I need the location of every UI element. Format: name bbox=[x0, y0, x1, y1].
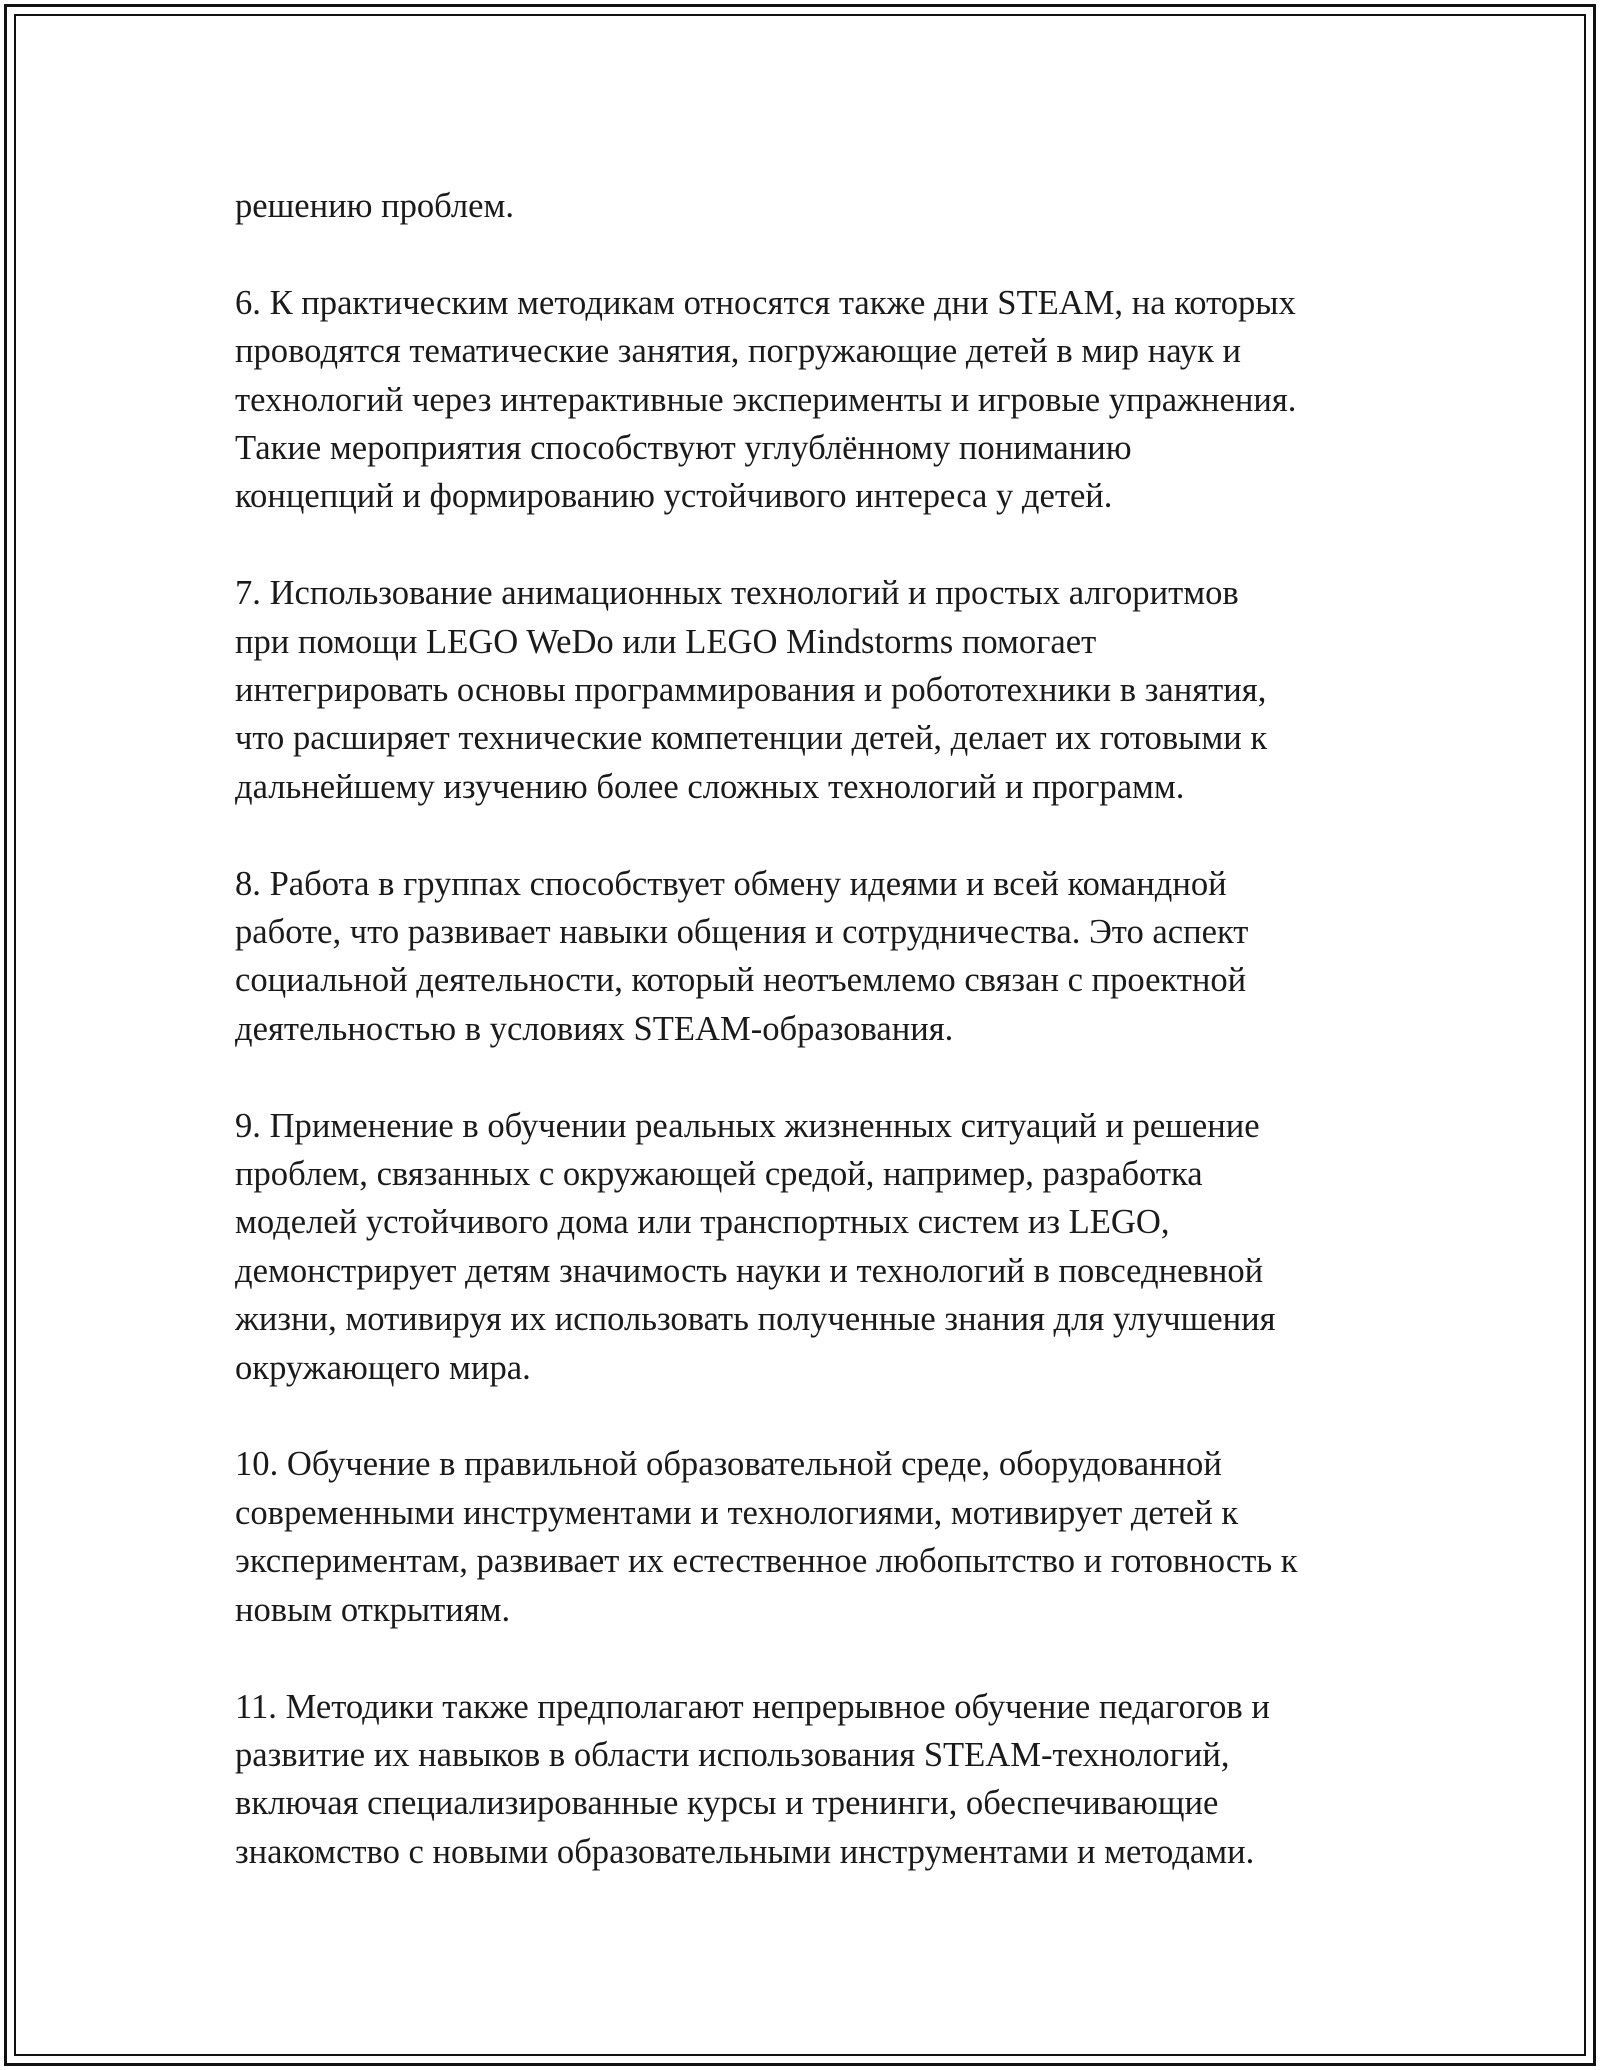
text-line: Такие мероприятия способствуют углублённому пониманию bbox=[235, 429, 1132, 468]
text-line: экспериментам, развивает их естественное любопытство и готовность к bbox=[235, 1542, 1298, 1581]
text-line: развитие их навыков в области использования STEAM-технологий, bbox=[235, 1735, 1230, 1774]
text-line: дальнейшему изучению более сложных технологий и программ. bbox=[235, 767, 1185, 806]
text-line: знакомство с новыми образовательными инструментами и методами. bbox=[235, 1832, 1255, 1871]
paragraph-continuation bbox=[235, 182, 1395, 230]
paragraph-item-9 bbox=[235, 1102, 1395, 1392]
text-line: 11. Методики также предполагают непрерывное обучение педагогов и bbox=[235, 1687, 1270, 1726]
text-line: 7. Использование анимационных технологий и простых алгоритмов bbox=[235, 574, 1239, 613]
text-line: решению проблем. bbox=[235, 187, 515, 225]
paragraph-item-6 bbox=[235, 279, 1395, 521]
text-line: технологий через интерактивные эксперименты и игровые упражнения. bbox=[235, 380, 1297, 419]
paragraph-item-7 bbox=[235, 569, 1395, 811]
paragraph-item-8 bbox=[235, 860, 1395, 1054]
text-line: что расширяет технические компетенции детей, делает их готовыми к bbox=[235, 719, 1268, 758]
document-body bbox=[235, 182, 1395, 1925]
text-line: деятельностью в условиях STEAM-образования. bbox=[235, 1009, 954, 1048]
text-line: концепций и формированию устойчивого интереса у детей. bbox=[235, 477, 1113, 516]
text-line: демонстрирует детям значимость науки и технологий в повседневной bbox=[235, 1251, 1264, 1290]
paragraph-item-10 bbox=[235, 1440, 1395, 1634]
text-line: современными инструментами и технологиями, мотивирует детей к bbox=[235, 1493, 1239, 1532]
text-line: интегрировать основы программирования и робототехники в занятия, bbox=[235, 671, 1267, 710]
text-line: 9. Применение в обучении реальных жизненных ситуаций и решение bbox=[235, 1106, 1260, 1145]
text-line: 6. К практическим методикам относятся также дни STEAM, на которых bbox=[235, 283, 1296, 322]
text-line: при помощи LEGO WeDo или LEGO Mindstorms помогает bbox=[235, 622, 1097, 661]
text-line: включая специализированные курсы и тренинги, обеспечивающие bbox=[235, 1784, 1219, 1823]
text-line: новым открытиям. bbox=[235, 1590, 511, 1629]
text-line: работе, что развивает навыки общения и сотрудничества. Это аспект bbox=[235, 913, 1249, 952]
paragraph-item-11 bbox=[235, 1683, 1395, 1877]
text-line: жизни, мотивируя их использовать полученные знания для улучшения bbox=[235, 1300, 1276, 1339]
text-line: 8. Работа в группах способствует обмену идеями и всей командной bbox=[235, 864, 1227, 903]
text-line: 10. Обучение в правильной образовательной среде, оборудованной bbox=[235, 1445, 1222, 1484]
text-line: социальной деятельности, который неотъемлемо связан с проектной bbox=[235, 961, 1247, 1000]
text-line: окружающего мира. bbox=[235, 1348, 531, 1387]
text-line: проблем, связанных с окружающей средой, например, разработка bbox=[235, 1155, 1203, 1194]
text-line: проводятся тематические занятия, погружающие детей в мир наук и bbox=[235, 332, 1242, 371]
text-line: моделей устойчивого дома или транспортных систем из LEGO, bbox=[235, 1203, 1170, 1242]
